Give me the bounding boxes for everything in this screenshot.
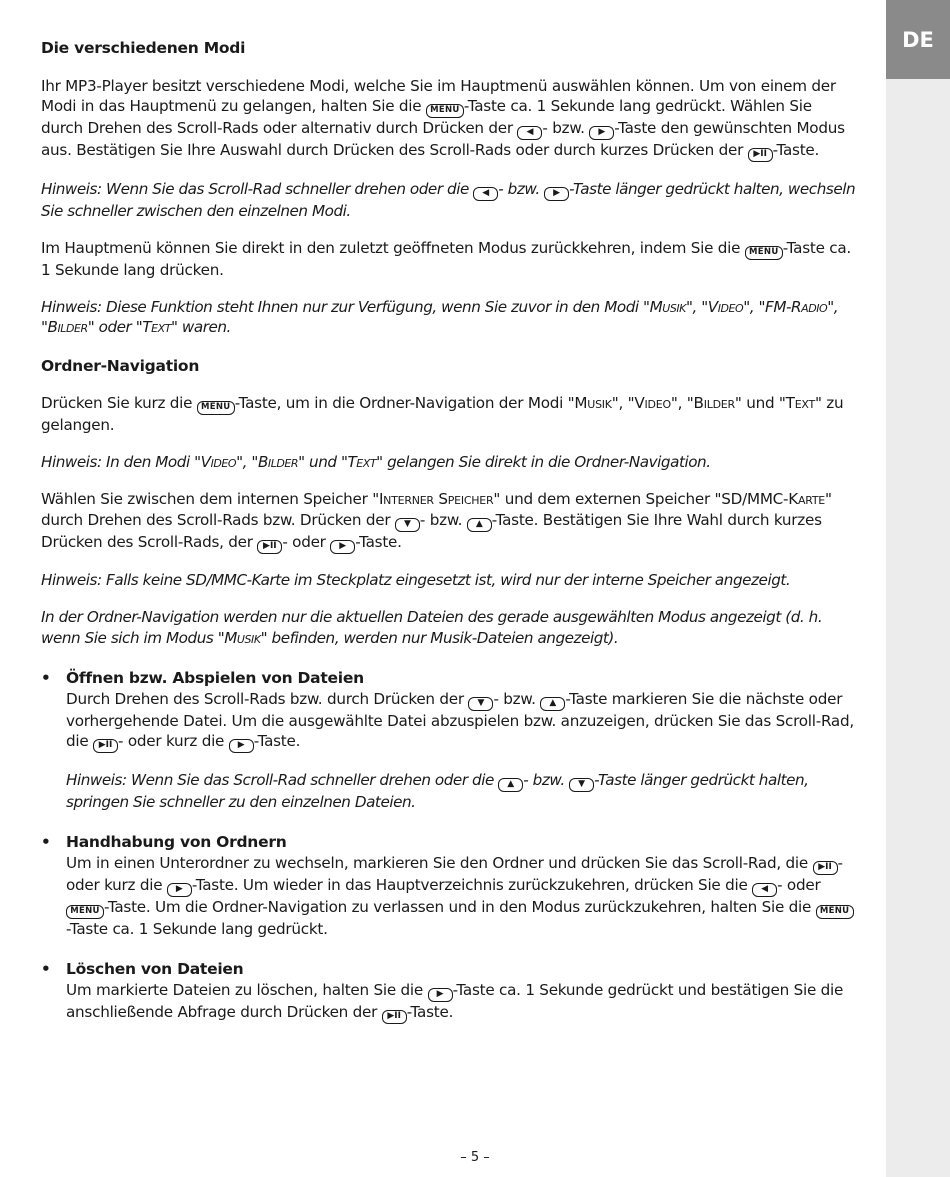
menu-key-icon: MENU — [197, 401, 235, 415]
text-run: - bzw. — [493, 689, 541, 708]
text-run: Ihr MP3-Player besitzt verschiedene Modi, welche Sie im Hauptmenü auswählen können. Um von einem der Modi in das Hauptmenü zu gelangen, halten Sie die — [41, 76, 836, 115]
text-run: Hinweis: Wenn Sie das Scroll-Rad schneller drehen oder die — [41, 179, 474, 198]
text-run: Wählen Sie zwischen dem internen Speicher " — [41, 490, 379, 508]
text-run: -Taste. Bestätigen Sie Ihre Wahl durch kurzes Drücken des Scroll-Rads, der — [41, 510, 822, 551]
play-pause-key-icon: ▶II — [813, 861, 838, 875]
text-run: -Taste, um in die Ordner-Navigation der Modi " — [234, 394, 575, 412]
text-run: - bzw. — [419, 510, 467, 529]
mode-name: Bilder — [47, 318, 88, 336]
mode-name: Text — [142, 318, 171, 336]
note: Hinweis: Falls keine SD/MMC-Karte im Steckplatz eingesetzt ist, wird nur der interne Speicher angezeigt. — [41, 571, 791, 589]
text-run: " befinden, werden nur Musik-Dateien angezeigt). — [260, 628, 619, 647]
menu-key-icon: MENU — [816, 905, 854, 919]
text-run: -Taste. — [406, 1002, 454, 1021]
mode-name: Bilder — [693, 394, 735, 412]
note — [41, 179, 856, 222]
paragraph — [41, 238, 856, 281]
language-tab — [886, 0, 950, 79]
list-item-title: • Löschen von Dateien — [66, 960, 244, 978]
text-run: ", " — [236, 453, 258, 471]
down-key-icon: ▼ — [569, 778, 594, 792]
play-pause-key-icon: ▶II — [748, 148, 773, 162]
mode-name: Musik — [574, 394, 612, 412]
text-run: -Taste ca. 1 Sekunde gedrückt und bestätigen Sie die anschließende Abfrage durch Drücken der — [66, 980, 844, 1021]
play-pause-key-icon: ▶II — [93, 739, 118, 753]
note — [41, 607, 856, 648]
text-run: - bzw. — [498, 179, 545, 198]
text-run: ", " — [41, 297, 839, 336]
text-run: Drücken Sie kurz die — [41, 394, 197, 412]
storage-name: Interner Speicher — [378, 490, 494, 508]
list-item — [41, 959, 856, 1024]
text-run: " waren. — [170, 318, 231, 336]
right-key-icon: ▶ — [428, 988, 453, 1002]
note — [41, 297, 856, 338]
text-run: ", " — [685, 297, 708, 316]
text-run: -Taste länger gedrückt halten, wechseln Sie schneller zwischen den einzelnen Modi. — [41, 179, 856, 220]
section-title-folder-navigation: Ordner-Navigation — [41, 356, 200, 375]
menu-key-icon: MENU — [745, 246, 783, 260]
bullet-list — [41, 668, 856, 1024]
text-run: -Taste ca. 1 Sekunde lang drücken. — [41, 238, 851, 279]
text-run: -Taste den gewünschten Modus aus. Bestätigen Sie Ihre Auswahl durch Drücken des Scroll-Rads oder durch kurzes Drücken der — [41, 119, 845, 159]
text-run: Durch Drehen des Scroll-Rads bzw. durch Drücken der — [66, 689, 469, 708]
section-title-modes: Die verschiedenen Modi — [41, 39, 246, 57]
text-run: -Taste markieren Sie die nächste oder vorhergehende Datei. Um die ausgewählte Datei abzuspielen bzw. anzuzeigen, drücken Sie das Scroll-Rad, die — [66, 689, 854, 750]
mode-name: Video — [707, 297, 744, 316]
text-run: - oder kurz die — [66, 853, 843, 894]
text-run: Hinweis: In den Modi " — [41, 453, 201, 471]
list-item-title: • Handhabung von Ordnern — [66, 833, 287, 851]
text-run: ", " — [670, 394, 694, 412]
page-number: – 5 – — [460, 1150, 490, 1165]
text-run: Hinweis: Wenn Sie das Scroll-Rad schneller drehen oder die — [66, 770, 499, 789]
mode-name: Musik — [224, 628, 261, 647]
right-key-icon: ▶ — [229, 739, 254, 753]
text-run: Hinweis: Diese Funktion steht Ihnen nur zur Verfügung, wenn Sie zuvor in den Modi " — [41, 297, 650, 316]
storage-name: Karte — [788, 490, 826, 508]
mode-name: Text — [347, 453, 377, 471]
menu-key-icon: MENU — [66, 905, 104, 919]
text-run: " zu gelangen. — [41, 394, 844, 434]
right-key-icon: ▶ — [167, 883, 192, 897]
text-run: " durch Drehen des Scroll-Rads bzw. Drücken der — [41, 490, 832, 529]
text-run: -Taste ca. 1 Sekunde lang gedrückt. — [66, 919, 328, 938]
left-key-icon: ◀ — [752, 883, 777, 897]
text-run: Um markierte Dateien zu löschen, halten Sie die — [66, 980, 428, 999]
list-item-text — [66, 981, 843, 1021]
text-run: -Taste. Um wieder in das Hauptverzeichnis zurückzukehren, drücken Sie die — [191, 875, 753, 894]
text-run: - oder — [777, 875, 821, 894]
list-item-title: • Öffnen bzw. Abspielen von Dateien — [66, 669, 364, 687]
text-run: Um in einen Unterordner zu wechseln, markieren Sie den Ordner und drücken Sie das Scroll-Rad, die — [66, 853, 813, 872]
text-run: In der Ordner-Navigation werden nur die aktuellen Dateien des gerade ausgewählten Modus angezeigt (d. h. wenn Sie sich im Modus " — [41, 608, 823, 647]
list-item — [41, 832, 856, 939]
left-key-icon: ◀ — [473, 187, 498, 201]
text-run: -Taste. Um die Ordner-Navigation zu verlassen und in den Modus zurückzukehren, halten Sie die — [104, 897, 816, 916]
list-item-text — [66, 854, 854, 938]
right-key-icon: ▶ — [330, 540, 355, 554]
mode-name: Radio — [791, 297, 828, 316]
text-run: - bzw. — [542, 119, 590, 137]
play-pause-key-icon: ▶II — [257, 540, 282, 554]
down-key-icon: ▼ — [395, 518, 420, 532]
text-run: " und " — [734, 394, 786, 412]
right-key-icon: ▶ — [589, 126, 614, 140]
mode-name: Text — [785, 394, 815, 412]
text-run: ", "FM- — [743, 297, 792, 316]
page-content — [41, 38, 856, 1044]
play-pause-key-icon: ▶II — [382, 1010, 407, 1024]
text-run: - bzw. — [523, 770, 570, 789]
note — [41, 452, 856, 473]
text-run: -Taste. — [253, 732, 301, 750]
down-key-icon: ▼ — [468, 697, 493, 711]
language-label: DE — [902, 27, 934, 52]
text-run: " und " — [298, 453, 348, 471]
text-run: -Taste. — [772, 141, 820, 159]
list-item-text — [66, 690, 854, 751]
margin-sidebar — [886, 0, 950, 1177]
mode-name: Video — [200, 453, 237, 471]
left-key-icon: ◀ — [517, 126, 542, 140]
text-run: " und dem externen Speicher "SD/MMC- — [493, 490, 789, 508]
paragraph — [41, 489, 856, 554]
up-key-icon: ▲ — [467, 518, 492, 532]
text-run: Im Hauptmenü können Sie direkt in den zuletzt geöffneten Modus zurückkehren, indem Sie die — [41, 238, 745, 257]
up-key-icon: ▲ — [498, 778, 523, 792]
text-run: -Taste ca. 1 Sekunde lang gedrückt. Wählen Sie durch Drehen des Scroll-Rads oder alternativ durch Drücken der — [41, 97, 812, 137]
text-run: -Taste. — [355, 532, 402, 551]
text-run: " oder " — [87, 318, 143, 336]
list-item — [41, 668, 856, 812]
note — [66, 770, 856, 813]
text-run: - oder kurz die — [118, 732, 229, 750]
text-run: -Taste länger gedrückt halten, springen Sie schneller zu den einzelnen Dateien. — [66, 770, 809, 811]
mode-name: Musik — [649, 297, 686, 316]
paragraph — [41, 393, 856, 436]
text-run: " gelangen Sie direkt in die Ordner-Navigation. — [376, 453, 711, 471]
right-key-icon: ▶ — [544, 187, 569, 201]
paragraph — [41, 76, 856, 163]
mode-name: Bilder — [257, 453, 299, 471]
menu-key-icon: MENU — [426, 104, 464, 118]
text-run: ", " — [611, 394, 635, 412]
up-key-icon: ▲ — [540, 697, 565, 711]
text-run: - oder — [282, 532, 331, 551]
mode-name: Video — [634, 394, 671, 412]
